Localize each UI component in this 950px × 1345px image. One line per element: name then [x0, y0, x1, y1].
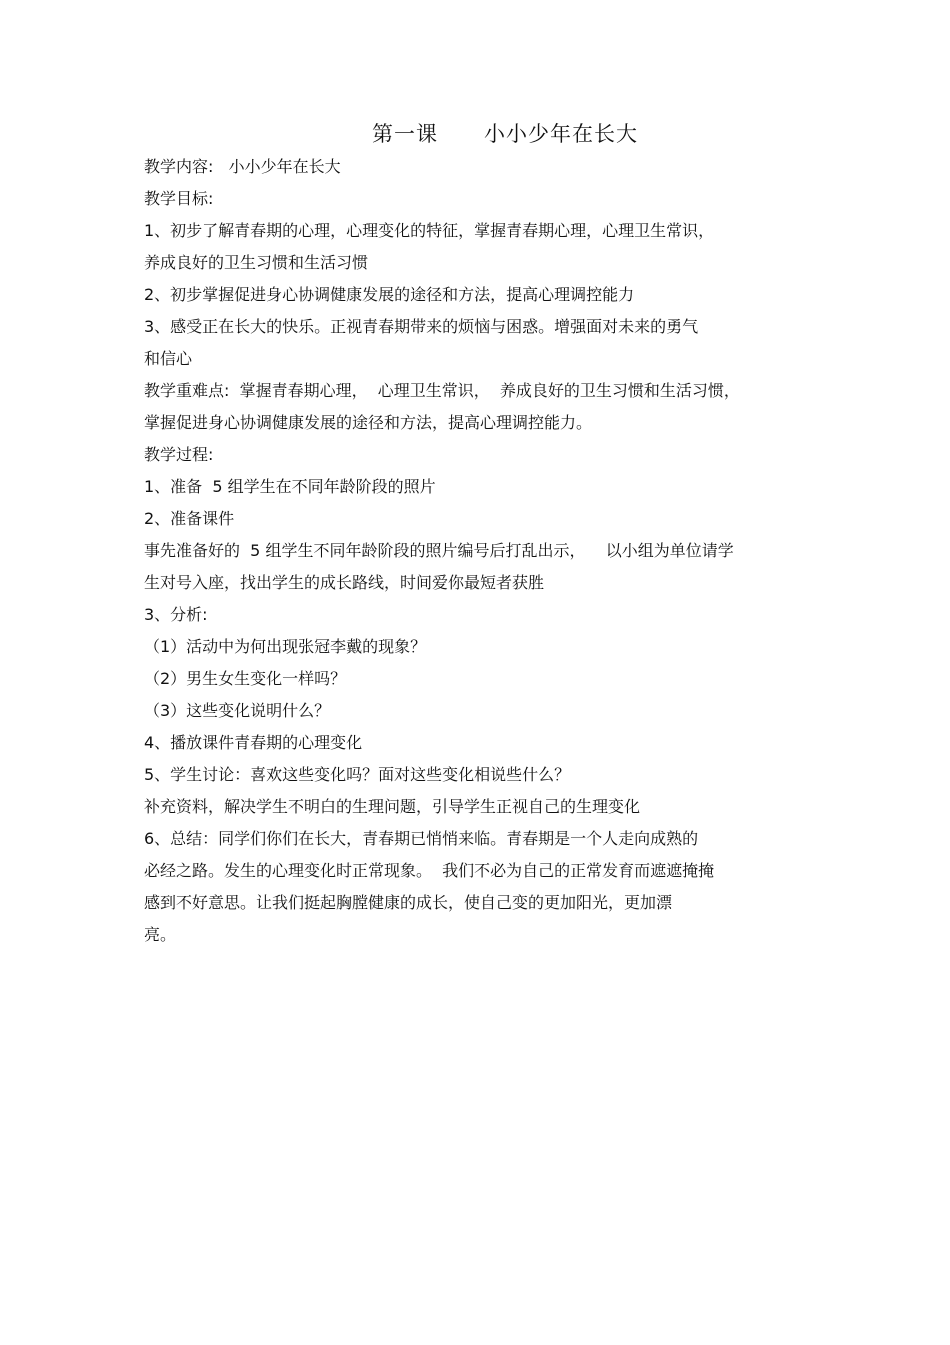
text-line: 3、分析:	[144, 605, 208, 624]
text-line: 感到不好意思。让我们挺起胸膛健康的成长，使自己变的更加阳光，更加漂	[144, 893, 673, 912]
text-line: 必经之路。发生的心理变化时正常现象。 我们不必为自己的正常发育而遮遮掩掩	[144, 861, 715, 880]
text-line: 亮。	[144, 925, 177, 944]
lesson-title: 第一课 小小少年在长大	[371, 122, 639, 146]
text-line: （1）活动中为何出现张冠李戴的现象？	[144, 637, 427, 656]
text-line: 2、初步掌握促进身心协调健康发展的途径和方法，提高心理调控能力	[144, 285, 635, 304]
text-line: 1、初步了解青春期的心理，心理变化的特征，掌握青春期心理，心理卫生常识，	[144, 221, 715, 240]
text-line: 教学重难点: 掌握青春期心理， 心理卫生常识， 养成良好的卫生习惯和生活习惯，	[144, 381, 740, 400]
text-line: （3）这些变化说明什么？	[144, 701, 331, 720]
lesson-body	[144, 156, 824, 956]
text-line: 2、准备课件	[144, 509, 235, 528]
text-line: （2）男生女生变化一样吗？	[144, 669, 347, 688]
text-line: 4、播放课件青春期的心理变化	[144, 733, 363, 752]
text-line: 教学目标:	[144, 189, 214, 208]
text-line: 养成良好的卫生习惯和生活习惯	[144, 253, 369, 272]
text-line: 和信心	[144, 349, 193, 368]
text-line: 教学过程:	[144, 445, 214, 464]
text-line: 3、感受正在长大的快乐。正视青春期带来的烦恼与困惑。增强面对未来的勇气	[144, 317, 699, 336]
text-line: 5、学生讨论：喜欢这些变化吗？面对这些变化相说些什么？	[144, 765, 571, 784]
text-line: 生对号入座，找出学生的成长路线，时间爱你最短者获胜	[144, 573, 545, 592]
text-line: 事先准备好的 5 组学生不同年龄阶段的照片编号后打乱出示， 以小组为单位请学	[144, 541, 734, 560]
text-line: 补充资料，解决学生不明白的生理问题，引导学生正视自己的生理变化	[144, 797, 641, 816]
text-line: 6、总结：同学们你们在长大，青春期已悄悄来临。青春期是一个人走向成熟的	[144, 829, 699, 848]
text-line: 掌握促进身心协调健康发展的途径和方法，提高心理调控能力。	[144, 413, 593, 432]
text-line: 教学内容: 小小少年在长大	[144, 157, 341, 176]
text-line: 1、准备 5 组学生在不同年龄阶段的照片	[144, 477, 436, 496]
